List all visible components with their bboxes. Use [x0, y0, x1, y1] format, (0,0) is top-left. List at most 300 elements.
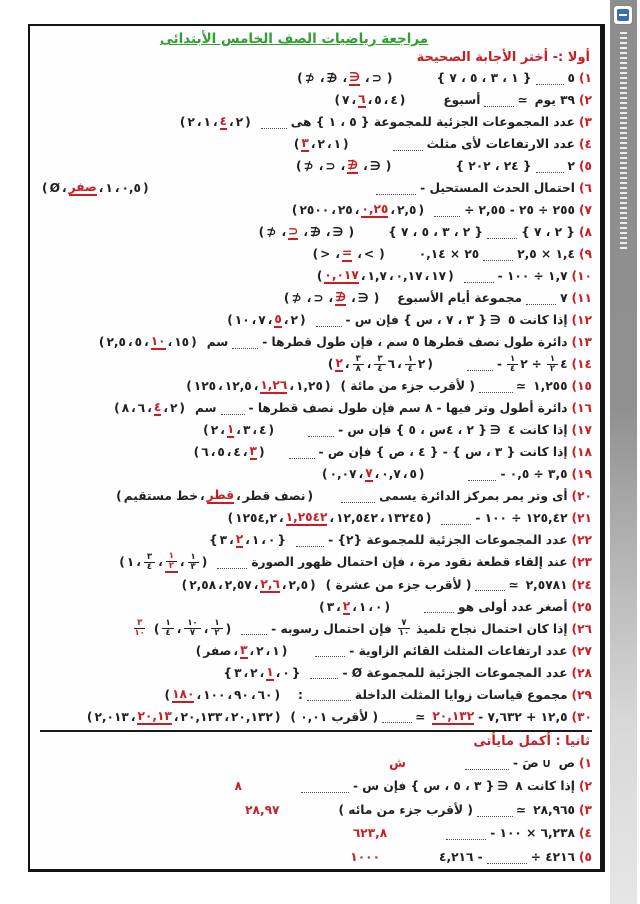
marked-answer: ٣ [301, 136, 309, 151]
text: ٣ [326, 599, 335, 614]
question-number: ٢٤) [571, 577, 592, 592]
text: ١٥ [174, 335, 190, 350]
text: ٢ [187, 115, 195, 130]
question-row [36, 420, 592, 441]
comma: ، [224, 709, 229, 724]
text: ١٢٥٤,٢ [235, 511, 277, 526]
question-row [36, 640, 592, 661]
text: ٠ [267, 533, 276, 548]
question-row [36, 376, 592, 397]
comma: ، [265, 643, 271, 658]
comma: ، [310, 137, 316, 152]
text: ١ [203, 115, 211, 130]
marked-answer: ٥ [274, 312, 282, 327]
denominator: ٤ [510, 363, 516, 374]
text: ١٢٥,٤٢ ÷ ١٠٠ - [475, 511, 568, 526]
options-list [194, 643, 288, 659]
marked-answer: ١ [266, 664, 274, 679]
denominator: ١٠ [398, 628, 410, 639]
text: إذا كان احتمال نجاح تلميذ [416, 621, 568, 636]
paren: ) [227, 313, 233, 328]
answer-blank [487, 852, 527, 864]
text: { ٢ ، ٧ } [521, 225, 575, 240]
text: ٥ [374, 93, 382, 108]
question-row [36, 398, 592, 419]
fraction [352, 355, 365, 374]
question-row [36, 596, 592, 617]
math-symbol: ⊃ [325, 159, 336, 174]
comma: ، [253, 577, 259, 592]
options-list [332, 92, 405, 108]
comma: ، [352, 599, 357, 614]
text: ٢,٥٧٨١ [525, 577, 568, 592]
question-number: ٦) [578, 181, 592, 196]
paren: ( [373, 291, 380, 306]
text: ٤ [259, 423, 267, 438]
fraction-stack [405, 355, 416, 374]
question-row [36, 222, 592, 243]
answer-blank [465, 758, 509, 770]
comma: ، [147, 401, 152, 416]
comma: ، [229, 115, 234, 130]
question-number: ٢٧) [571, 643, 592, 658]
question-number: ٢١) [571, 511, 592, 526]
text: إذا كانت ٥ [507, 313, 568, 328]
text: مجموعة أيام الأسبوع [397, 291, 523, 306]
paren: ( [307, 489, 314, 504]
section-divider [40, 730, 592, 732]
math-symbol: < [363, 247, 375, 262]
paren: } [223, 665, 233, 680]
text: ( لأقرب ٠,٠١ ) [290, 709, 379, 724]
marked-answer: ٠,٠١٧ [324, 268, 359, 283]
answer-blank [217, 557, 247, 569]
text: ٠,٥ [121, 181, 141, 196]
text: ٦ [137, 401, 146, 416]
question-row [36, 200, 592, 221]
fraction-integer: ٢ [520, 357, 528, 372]
fraction-integer: ٦ [387, 357, 396, 372]
options-list [40, 180, 149, 196]
comma: ، [236, 423, 241, 438]
fraction-stack [397, 619, 411, 638]
text: ١٠ [234, 313, 250, 328]
text: ٢,٥ [396, 203, 417, 218]
marked-answer: ٤ [153, 400, 162, 415]
comma: ، [267, 313, 273, 328]
comma: ، [319, 71, 325, 86]
fraction-stack [211, 619, 222, 638]
answer-blank [289, 447, 315, 459]
text: ١٢٥ [193, 379, 217, 394]
question-row [36, 442, 592, 463]
question-row [36, 662, 592, 683]
text: عدد ارتفاعات المثلث القائم الزاوية - [349, 643, 568, 658]
question-number: ١) [578, 755, 592, 770]
marked-answer: ٧ [365, 466, 373, 481]
paren: ( [425, 511, 432, 526]
fraction [187, 553, 200, 572]
text: خط مستقيم [123, 489, 199, 504]
fraction-stack [184, 619, 200, 638]
text: : [298, 687, 303, 702]
options-list [163, 687, 281, 703]
text: ٦٠ [257, 687, 273, 702]
question-number: ٣) [578, 115, 592, 130]
comma: ، [279, 511, 284, 526]
paren: ( [384, 599, 391, 614]
paren: ) [195, 643, 202, 658]
scanner-watermark-strip [610, 0, 637, 904]
answer-blank [393, 139, 423, 151]
comma: ، [357, 247, 362, 262]
text: ١٢,٥ [224, 379, 252, 394]
text: ٧ [258, 313, 266, 328]
question-row [36, 156, 592, 177]
answer-blank [307, 689, 351, 701]
comma: ، [424, 269, 430, 284]
marked-answer [165, 552, 178, 573]
paren: ) [291, 203, 298, 218]
math-symbol: ≃ [415, 709, 426, 724]
numerator: ١ [405, 355, 416, 365]
paren: } [208, 533, 218, 548]
text: ٢٠,١٣٢ [230, 709, 273, 724]
text: إذا كانت { ٣ ، س } - { ٤ ، ص } فإن ص - [318, 445, 568, 460]
paren: ) [193, 445, 200, 460]
comma: ، [130, 709, 136, 724]
text: ٣٩ يوم [534, 93, 575, 108]
comma: ، [368, 599, 373, 614]
comma: ، [367, 93, 373, 108]
paren: ( [386, 71, 393, 86]
text: - [496, 357, 502, 372]
options-list [97, 334, 197, 350]
paren: ) [297, 71, 303, 86]
paren: ) [334, 93, 341, 108]
math-symbol: > [320, 247, 331, 262]
paren: ) [164, 687, 171, 702]
paren: ( [245, 115, 251, 130]
paren: ( [191, 335, 197, 350]
text: ٢,٠١٣ [94, 709, 129, 724]
options-list [292, 136, 349, 152]
question-number: ٥) [578, 849, 592, 864]
text: { ٢٤ ، ٢٠٢ } [455, 159, 532, 174]
fraction-stack [162, 619, 173, 638]
text: ( لأقرب جزء من مائه ) [338, 802, 473, 817]
text: { ٢ ، ٤س ، ٥ } فإن س - [338, 423, 487, 438]
question-row [36, 486, 592, 507]
question-row [36, 618, 592, 639]
comma: ، [163, 401, 168, 416]
text: ٥ [567, 71, 575, 86]
fraction [373, 355, 395, 374]
text: ٢ [169, 401, 178, 416]
answer-blank [536, 73, 564, 85]
question-number: ١٥) [571, 379, 592, 394]
text: ٢ [290, 313, 298, 328]
text: ٢ [317, 137, 325, 152]
question-number: ٥) [578, 159, 592, 174]
text: إذا كانت ٤ [507, 423, 568, 438]
paren: ( [427, 357, 433, 372]
comma: ، [366, 357, 372, 372]
options-list [295, 70, 392, 86]
marked-answer: ٠,٢٥ [361, 202, 389, 217]
written-answer: ٢٨,٩٧ [245, 802, 280, 817]
text: ٤٢١٦ ÷ [530, 849, 575, 864]
question-row [36, 112, 592, 133]
fraction [506, 355, 528, 374]
question-row [36, 846, 592, 868]
math-symbol: ⊅ [291, 291, 302, 306]
fraction [143, 553, 156, 572]
comma: ، [344, 357, 350, 372]
text: ٠,١٧ [395, 269, 423, 284]
comma: ، [196, 115, 202, 130]
math-symbol: ⊃ [371, 71, 382, 86]
comma: ، [383, 93, 389, 108]
question-row [36, 822, 592, 844]
written-answer: ٦٢٣,٨ [352, 826, 388, 841]
paren: ( [274, 709, 281, 724]
comma: ، [136, 555, 141, 570]
paren: ) [181, 577, 188, 592]
math-symbol: ∋ [497, 779, 509, 794]
comma: ، [236, 489, 241, 504]
question-row [36, 752, 592, 774]
question-number: ٢) [578, 779, 592, 794]
comma: ، [218, 577, 223, 592]
paren: ( [310, 577, 316, 592]
answer-blank [315, 645, 345, 657]
written-answer: ١٠٠٠ [350, 849, 381, 864]
comma: ، [179, 555, 185, 570]
question-row [36, 90, 592, 111]
text: ١,٧ [367, 269, 387, 284]
text: { ٣ ، ٧ ، س } فإن س - [345, 313, 487, 328]
marked-answer: ⊃ [288, 224, 299, 239]
options-list [317, 599, 390, 615]
paren: ( [348, 225, 355, 240]
math-symbol: ∪ [541, 755, 552, 770]
answer-blank [261, 117, 287, 129]
numerator: ١٠ [184, 619, 200, 629]
comma: ، [374, 467, 380, 482]
paren: ) [114, 401, 120, 416]
marked-answer: ٢ [342, 598, 351, 613]
math-symbol: ∋ [357, 291, 369, 306]
text: ( لأقرب جزء من عشرة ) [325, 577, 472, 592]
question-row [36, 332, 592, 353]
comma: ، [329, 511, 335, 526]
paren: ( [418, 203, 425, 218]
fraction-stack [166, 552, 177, 571]
text: ٢,٥ [106, 335, 126, 350]
denominator: ٢ [168, 560, 174, 571]
fraction [404, 355, 426, 374]
text: ٩٠ [234, 687, 249, 702]
text: ٦ [201, 445, 209, 460]
marked-answer: ٢ [335, 356, 343, 371]
denominator: ٢ [549, 363, 556, 374]
paren: ) [203, 423, 209, 438]
paren: ) [312, 247, 319, 262]
text: ٢ [210, 423, 219, 438]
math-symbol: ∋ [489, 423, 501, 438]
options-list [112, 400, 185, 416]
question-number: ١٢) [571, 313, 592, 328]
answer-blank [446, 828, 486, 840]
comma: ، [227, 687, 233, 702]
comma: ، [281, 225, 287, 240]
fraction-stack [133, 619, 147, 638]
paren: ( [324, 379, 331, 394]
question-number: ١٦) [571, 401, 592, 416]
paren: ) [116, 489, 122, 504]
comma: ، [176, 621, 182, 636]
math-symbol: ∋ [489, 313, 501, 328]
comma: ، [326, 137, 332, 152]
text: ٤ [390, 93, 398, 108]
paren: ) [42, 181, 48, 196]
comma: ، [127, 335, 133, 350]
text: ٢٥ × ٠,١٤ [418, 247, 480, 262]
paren: ( [201, 555, 208, 570]
numerator: ١ [188, 553, 199, 563]
answer-blank [316, 315, 342, 327]
question-row [36, 354, 592, 375]
fraction [396, 619, 412, 638]
comma: ، [251, 313, 257, 328]
question-number: ١٣) [571, 335, 592, 350]
paren: ( [281, 643, 288, 658]
fraction-stack [374, 355, 385, 374]
fraction-integer: ٢ [417, 357, 426, 372]
question-number: ٢٦) [571, 621, 592, 636]
comma: ، [226, 445, 232, 460]
paren: ( [418, 467, 425, 482]
marked-answer: ∌ [335, 290, 347, 305]
comma: ، [98, 181, 104, 196]
answer-blank [310, 667, 338, 679]
comma: ، [196, 687, 202, 702]
text: ٢ [235, 115, 244, 130]
page-frame [28, 24, 605, 872]
paren: ( [448, 269, 454, 284]
text: ٢,٥٧ [224, 577, 252, 592]
text: ص [558, 755, 575, 770]
marked-answer: ١,٢٥٤٢ [285, 510, 328, 525]
text: صفر [203, 643, 232, 658]
paren: ( [268, 423, 275, 438]
comma: ، [335, 247, 341, 262]
numerator: ٣ [374, 355, 385, 365]
answer-blank [441, 513, 471, 525]
comma: ، [212, 115, 218, 130]
written-answer: ٢٠,١٣٢ [432, 708, 475, 723]
text: ٢ [250, 665, 258, 680]
paren: ( [258, 445, 265, 460]
denominator: ٧ [189, 628, 196, 639]
numerator: ٧ [398, 619, 409, 629]
marked-answer: = [342, 246, 353, 261]
answer-blank [241, 623, 267, 635]
text: أصغر عدد أولى هو [458, 599, 568, 614]
marked-answer: ٤ [219, 114, 228, 129]
comma: ، [340, 159, 346, 174]
fraction [546, 355, 568, 374]
paren: ( [225, 621, 232, 636]
options-list [225, 312, 305, 328]
answer-blank [468, 469, 496, 481]
paren: ) [319, 599, 325, 614]
section1-heading: أولا :- أختر الأجابة الصحيحة [416, 50, 590, 65]
text: ( لأقرب جزء من مائة ) [340, 379, 475, 394]
numerator: ٣ [144, 553, 155, 563]
denominator: ٤ [146, 561, 153, 572]
paren: ) [293, 137, 300, 152]
text: { ١ ، ٣ ، ٥ ، ٧ } [436, 71, 532, 86]
text: ١ [333, 137, 342, 152]
text: ٢٥٠٠ [299, 203, 330, 218]
paren: ) [119, 555, 125, 570]
text: احتمال الحدث المستحيل - [420, 181, 575, 196]
written-answer: ش [389, 755, 406, 770]
text: ١,٢٥٥ [533, 379, 568, 394]
question-number: ٤) [578, 137, 592, 152]
question-row [36, 244, 592, 265]
marked-answer: قطر [206, 488, 235, 503]
fraction [183, 619, 201, 638]
fraction-stack [188, 553, 199, 572]
text: ٠,٠٧ [329, 467, 357, 482]
paren: ) [86, 709, 93, 724]
comma: ، [283, 313, 289, 328]
denominator: ٢ [214, 628, 220, 639]
answer-blank [484, 95, 514, 107]
comma: ، [390, 203, 395, 218]
marked-answer: ٣ [240, 642, 248, 657]
comma: ، [131, 401, 136, 416]
text: ٠,٧ [381, 467, 401, 482]
question-row [36, 508, 592, 529]
watermark-text-lines [620, 32, 627, 252]
text: ١٣٢٤٥ [386, 511, 424, 526]
marked-answer: ٢٠,١٣ [137, 708, 172, 723]
denominator: ٣ [190, 561, 196, 572]
marked-answer: ٢,٦ [260, 576, 280, 591]
marked-answer: ٢ [235, 532, 244, 547]
text: نصف قطر [242, 489, 306, 504]
comma: ، [318, 159, 324, 174]
answer-blank [477, 805, 513, 817]
text: سم [195, 401, 217, 416]
question-row [36, 288, 592, 309]
math-symbol: ≃ [515, 379, 527, 394]
options-list [315, 268, 454, 284]
paren: ( [343, 137, 349, 152]
question-number: ١٨) [571, 445, 592, 460]
section1-questions [36, 68, 592, 727]
text: ٠ [282, 665, 290, 680]
comma: ، [351, 93, 357, 108]
options-list [221, 665, 300, 681]
denominator: ٨ [355, 363, 361, 374]
options-list [320, 466, 424, 482]
text: ١,٢٥ [295, 379, 323, 394]
